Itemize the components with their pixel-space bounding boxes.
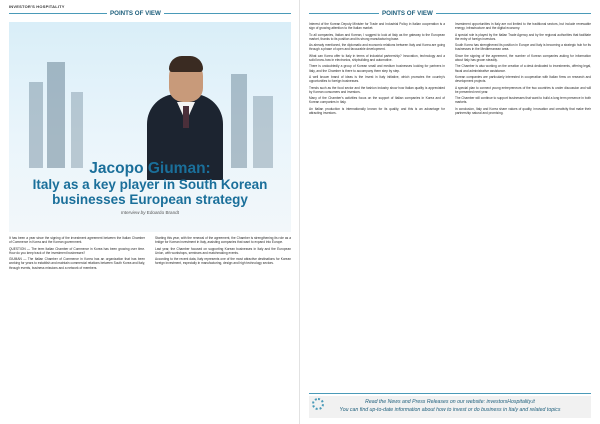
- paragraph: A special plan to connect young entrepreneurs of the two countries is under discussion and will be presented next year.: [455, 85, 591, 94]
- paragraph: The Chamber will continue to support businesses that want to build a long term presence in both markets.: [455, 96, 591, 105]
- credit-prefix: Interview by: [121, 210, 146, 215]
- paragraph: The Chamber is also working on the creation of a desk dedicated to investments, offering legal, fiscal and administrative assistance.: [455, 64, 591, 73]
- paragraph: Many of the Chamber's activities focus on the support of Italian companies in Korea and of Korean companies in Italy.: [309, 96, 445, 105]
- paragraph: South Korea has strengthened its position in Europe and Italy is becoming a strategic hub for its businesses in the Mediterranean area.: [455, 43, 591, 52]
- paragraph: Investment opportunities in Italy are not limited to the traditional sectors, but include renewable energy, infrastructure and the digital economy.: [455, 22, 591, 31]
- body-column-1: [9, 236, 145, 420]
- footer-bar: [309, 396, 591, 418]
- paragraph: According to the recent data, Italy represents one of the most attractive destinations for Korean foreign investment, especially in manufacturing, design and high technology sectors.: [155, 257, 291, 266]
- paragraph: Last year, the Chamber focused on supporting Korean businesses in Italy and the European Union, with workshops, seminars and matchmaking events.: [155, 246, 291, 255]
- paragraph: Interest of the Korean Deputy Minister for Trade and Industrial Policy in Italian cooperation is a sign of growing attention to the Italian market.: [309, 22, 445, 31]
- paragraph: It has been a year since the signing of the investment agreement between the Italian Chamber of Commerce in Korea and the Korean government.: [9, 236, 145, 245]
- section-header-label: POINTS OF VIEW: [107, 10, 164, 17]
- article-credit: [9, 210, 291, 215]
- building-tower: [253, 96, 273, 168]
- paragraph: A special role is played by the Italian Trade Agency and by the regional authorities that facilitate the entry of foreign investors.: [455, 32, 591, 41]
- right-page: [300, 0, 600, 424]
- paragraph: To all companies, Italian and Korean, I suggest to look at Italy as the gateway to the European market, thanks to its position and its strong manufacturing base.: [309, 32, 445, 41]
- portrait-hair: [169, 56, 203, 72]
- paragraph: GIUMAN — The Italian Chamber of Commerce in Korea has an organization that has been working for years to establish and maintain commercial relations between South Korea and Italy, through events, business missions and a network of members.: [9, 257, 145, 270]
- paragraph: QUESTION — The term Italian Chamber of Commerce in Korea has been growing over time. How do you keep track of the investment businesses?: [9, 246, 145, 255]
- paragraph: In conclusion, Italy and Korea share values of quality, innovation and creativity that make their partnership natural and promising.: [455, 106, 591, 116]
- footer-line-2: You can find up-to-date information about how to invest or do business in Italy and related topics: [339, 407, 561, 413]
- building-tower: [47, 62, 65, 168]
- paragraph: Starting this year, with the renewal of the agreement, the Chamber is strengthening its role as a bridge for Korean investment in Italy, assisting companies that want to expand into Europe.: [155, 236, 291, 245]
- article-title-line2: Italy as a key player in South Korean: [32, 177, 268, 192]
- body-column-2: [155, 236, 291, 420]
- body-column-2: [455, 22, 591, 390]
- section-header: [9, 10, 291, 20]
- header-rule: [309, 13, 591, 14]
- paragraph: What can Korea offer to Italy in terms of industrial partnership? Innovation, technology and a solid know-how in electronics, shipbuilding and automotive.: [309, 53, 445, 63]
- section-header: [309, 10, 591, 20]
- paragraph: Korean companies are particularly interested in cooperation with Italian firms on research and development projects.: [455, 74, 591, 84]
- portrait-tie: [183, 106, 189, 128]
- hero-photo: [9, 22, 291, 232]
- paragraph: As already mentioned, the diplomatic and economic relations between Italy and Korea are going through a phase of open and favourable development.: [309, 43, 445, 52]
- building-tower: [71, 92, 83, 168]
- article-title-line3: businesses European strategy: [52, 192, 248, 207]
- building-tower: [29, 82, 43, 168]
- paragraph: There is undoubtedly a group of Korean small and medium businesses looking for partners in Italy, and the Chamber is there to accompany them step by step.: [309, 64, 445, 73]
- decorative-gear-icon: [312, 398, 324, 410]
- article-title-line1: Jacopo Giuman:: [89, 160, 211, 177]
- paragraph: Since the signing of the agreement, the number of Korean companies asking for information about Italy has grown steadily.: [455, 53, 591, 63]
- paragraph: A well known brand of ideas is the Invest in Italy initiative, which promotes the country's opportunities to foreign businesses.: [309, 74, 445, 84]
- paragraph: Trends such as the food sector and the fashion industry show how Italian quality is appreciated by Korean consumers and investors.: [309, 85, 445, 94]
- section-tag: INVESTOR'S HOSPITALITY: [9, 4, 65, 9]
- body-column-1: [309, 22, 445, 390]
- article-title-block: [9, 160, 291, 215]
- credit-name: Edoardo Brandt: [146, 210, 179, 215]
- footer-line-1: Read the News and Press Releases on our website: investorsHospitality.it: [365, 399, 535, 405]
- building-tower: [231, 74, 247, 168]
- paragraph: An Italian production is internationally known for its quality, and this is an advantage for attracting investors.: [309, 106, 445, 116]
- section-header-label: POINTS OF VIEW: [379, 10, 436, 17]
- footer-rule: [309, 393, 591, 394]
